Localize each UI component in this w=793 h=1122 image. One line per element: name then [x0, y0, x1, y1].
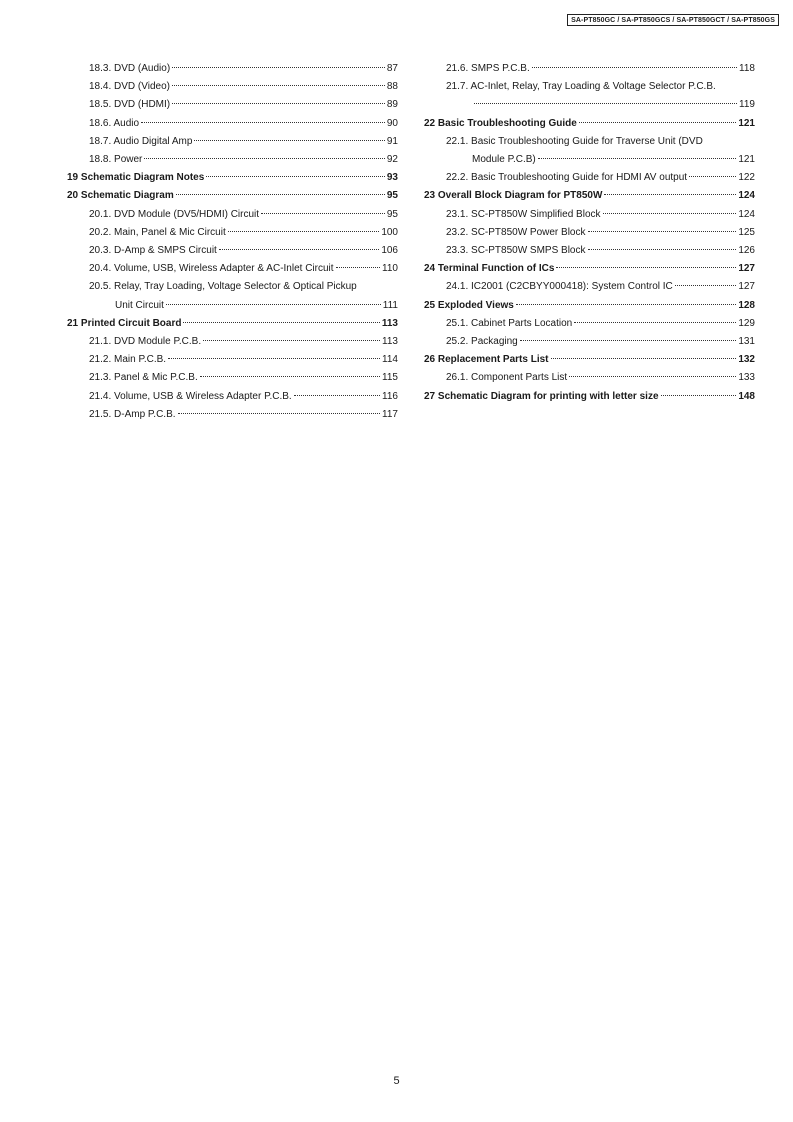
toc-entry[interactable] — [424, 260, 755, 278]
dot-leader — [172, 85, 385, 86]
toc-entry-label: 26 Replacement Parts List — [424, 354, 549, 366]
toc-entry-label: Unit Circuit — [115, 299, 164, 311]
toc-entry-label: 24.1. IC2001 (C2CBYY000418): System Control IC — [446, 281, 673, 293]
toc-entry-label: 20.2. Main, Panel & Mic Circuit — [89, 226, 226, 238]
toc-entry-page: 128 — [738, 299, 755, 311]
toc-entry[interactable] — [424, 206, 755, 224]
dot-leader — [532, 67, 737, 68]
toc-entry-page: 93 — [386, 172, 398, 184]
toc-entry-page: 113 — [382, 336, 398, 348]
dot-leader — [569, 376, 736, 377]
toc-entry[interactable] — [67, 187, 398, 205]
dot-leader — [336, 267, 381, 268]
toc-entry-label: 20.4. Volume, USB, Wireless Adapter & AC-Inlet Circuit — [89, 263, 334, 275]
dot-leader — [574, 322, 736, 323]
dot-leader — [604, 194, 736, 195]
toc-entry[interactable] — [67, 115, 398, 133]
toc-entry-label: 18.5. DVD (HDMI) — [89, 99, 171, 111]
toc-entry-label: 23.2. SC-PT850W Power Block — [446, 226, 586, 238]
toc-entry-page: 87 — [386, 63, 398, 74]
toc-entry-label: 25.2. Packaging — [446, 336, 518, 348]
toc-entry-label: 23.1. SC-PT850W Simplified Block — [446, 208, 601, 220]
toc-entry-label: 27 Schematic Diagram for printing with letter size — [424, 390, 659, 402]
dot-leader — [261, 213, 385, 214]
toc-entry[interactable] — [424, 115, 755, 133]
dot-leader — [294, 395, 380, 396]
toc-entry-label: 18.4. DVD (Video) — [89, 81, 170, 93]
toc-entry-label: 18.3. DVD (Audio) — [89, 63, 171, 74]
dot-leader — [166, 304, 381, 305]
toc-entry-page: 90 — [386, 117, 398, 129]
dot-leader — [183, 322, 379, 323]
dot-leader — [588, 231, 737, 232]
toc-entry[interactable] — [67, 96, 398, 114]
page-number: 5 — [393, 1075, 400, 1087]
dot-leader — [603, 213, 737, 214]
toc-entry-label: 23 Overall Block Diagram for PT850W — [424, 190, 603, 202]
dot-leader — [675, 285, 737, 286]
toc-entry[interactable] — [67, 133, 398, 151]
toc-entry-page: 132 — [738, 354, 755, 366]
toc-entry-page: 117 — [382, 408, 398, 420]
toc-entry[interactable] — [424, 151, 755, 169]
toc-entry-page: 119 — [739, 99, 755, 111]
toc-entry[interactable] — [424, 351, 755, 369]
dot-leader — [689, 176, 736, 177]
toc-entry-label: 22 Basic Troubleshooting Guide — [424, 117, 577, 129]
dot-leader — [579, 122, 737, 123]
toc-entry-page: 100 — [381, 226, 398, 238]
toc-entry-label: 24 Terminal Function of ICs — [424, 263, 555, 275]
toc-entry[interactable] — [67, 315, 398, 333]
toc-left-column — [67, 60, 398, 424]
toc-entry[interactable] — [67, 169, 398, 187]
toc-entry-page: 95 — [386, 190, 398, 202]
toc-entry-label: 18.8. Power — [89, 154, 143, 166]
toc-entry-page: 125 — [738, 226, 755, 238]
toc-entry-page: 122 — [738, 172, 755, 184]
toc-entry[interactable] — [67, 242, 398, 260]
dot-leader — [520, 340, 737, 341]
toc-entry-page: 127 — [738, 263, 755, 275]
toc-entry[interactable] — [67, 297, 398, 315]
toc-entry-page: 124 — [738, 190, 755, 202]
toc-entry-label: 26.1. Component Parts List — [446, 372, 568, 384]
toc-entry-label: 21 Printed Circuit Board — [67, 317, 182, 329]
toc-entry-page: 121 — [738, 154, 755, 166]
toc-entry[interactable] — [424, 96, 755, 114]
toc-entry-label: 21.1. DVD Module P.C.B. — [89, 336, 202, 348]
toc-entry-label[interactable]: 20.5. Relay, Tray Loading, Voltage Selector & Optical Pickup — [89, 281, 357, 293]
dot-leader — [551, 358, 737, 359]
toc-entry-page: 95 — [386, 208, 398, 220]
toc-entry[interactable] — [67, 369, 398, 387]
toc-entry-label: 22.2. Basic Troubleshooting Guide for HDMI AV output — [446, 172, 688, 184]
dot-leader — [203, 340, 380, 341]
toc-entry-page: 133 — [738, 372, 755, 384]
toc-entry-page: 115 — [382, 372, 398, 384]
toc-entry-page: 148 — [738, 390, 755, 402]
toc-entry-page: 116 — [382, 390, 398, 402]
toc-entry-page: 89 — [386, 99, 398, 111]
dot-leader — [516, 304, 736, 305]
dot-leader — [588, 249, 737, 250]
toc-entry[interactable] — [424, 224, 755, 242]
toc-entry-page: 124 — [738, 208, 755, 220]
toc-entry[interactable] — [424, 169, 755, 187]
toc-entry[interactable] — [67, 60, 398, 78]
toc-entry[interactable] — [424, 369, 755, 387]
toc-entry-label: 23.3. SC-PT850W SMPS Block — [446, 245, 586, 257]
toc-entry-label: Module P.C.B) — [472, 154, 536, 166]
toc-entry-page: 91 — [386, 135, 398, 147]
dot-leader — [168, 358, 380, 359]
toc-entry-page: 114 — [382, 354, 398, 366]
toc-entry[interactable] — [67, 351, 398, 369]
toc-entry-label: 20.3. D-Amp & SMPS Circuit — [89, 245, 217, 257]
toc-entry[interactable] — [424, 333, 755, 351]
model-header: SA-PT850GC / SA-PT850GCS / SA-PT850GCT / SA-PT850GS — [567, 14, 779, 26]
toc-entry[interactable] — [424, 60, 755, 78]
toc-right-column — [424, 60, 755, 406]
toc-entry[interactable] — [67, 406, 398, 424]
toc-entry-label: 20.1. DVD Module (DV5/HDMI) Circuit — [89, 208, 260, 220]
dot-leader — [178, 413, 381, 414]
toc-entry-page: 129 — [738, 317, 755, 329]
toc-entry-page: 121 — [738, 117, 755, 129]
toc-entry-label: 21.5. D-Amp P.C.B. — [89, 408, 176, 420]
toc-entry[interactable] — [67, 206, 398, 224]
toc-entry[interactable] — [424, 297, 755, 315]
dot-leader — [219, 249, 380, 250]
toc-entry-label: 18.7. Audio Digital Amp — [89, 135, 193, 147]
dot-leader — [474, 103, 737, 104]
toc-entry-label: 20 Schematic Diagram — [67, 190, 174, 202]
toc-entry[interactable] — [67, 388, 398, 406]
toc-entry-page: 110 — [382, 263, 398, 275]
dot-leader — [144, 158, 385, 159]
toc-entry-page: 88 — [386, 81, 398, 93]
toc-entry-label: 25.1. Cabinet Parts Location — [446, 317, 573, 329]
toc-entry-label: 21.2. Main P.C.B. — [89, 354, 167, 366]
toc-entry[interactable] — [67, 260, 398, 278]
toc-entry[interactable] — [67, 151, 398, 169]
toc-entry-label: 21.6. SMPS P.C.B. — [446, 63, 530, 74]
toc-entry-label: 21.4. Volume, USB & Wireless Adapter P.C.B. — [89, 390, 292, 402]
toc-entry[interactable] — [67, 333, 398, 351]
toc-entry-page: 127 — [738, 281, 755, 293]
toc-entry[interactable] — [424, 388, 755, 406]
dot-leader — [176, 194, 385, 195]
dot-leader — [194, 140, 384, 141]
toc-entry-label: 25 Exploded Views — [424, 299, 514, 311]
toc-entry[interactable] — [424, 278, 755, 296]
toc-entry-page: 106 — [381, 245, 398, 257]
toc-entry-label[interactable]: 22.1. Basic Troubleshooting Guide for Traverse Unit (DVD — [446, 135, 703, 147]
toc-entry[interactable] — [424, 242, 755, 260]
toc-entry-page: 131 — [738, 336, 755, 348]
toc-entry-page: 118 — [739, 63, 755, 74]
toc-entry-page: 92 — [386, 154, 398, 166]
toc-entry[interactable] — [424, 187, 755, 205]
dot-leader — [538, 158, 737, 159]
dot-leader — [141, 122, 385, 123]
toc-entry-label: 19 Schematic Diagram Notes — [67, 172, 205, 184]
toc-entry-page: 113 — [381, 317, 398, 329]
toc-entry-label: 18.6. Audio — [89, 117, 140, 129]
dot-leader — [172, 67, 385, 68]
toc-entry-label: 21.3. Panel & Mic P.C.B. — [89, 372, 198, 384]
toc-entry-page: 111 — [382, 299, 398, 311]
dot-leader — [556, 267, 736, 268]
dot-leader — [172, 103, 385, 104]
dot-leader — [200, 376, 380, 377]
dot-leader — [228, 231, 380, 232]
toc-entry[interactable] — [67, 224, 398, 242]
dot-leader — [661, 395, 737, 396]
toc-entry[interactable] — [67, 78, 398, 96]
dot-leader — [206, 176, 385, 177]
toc-entry-label[interactable]: 21.7. AC-Inlet, Relay, Tray Loading & Voltage Selector P.C.B. — [446, 81, 716, 93]
toc-entry[interactable] — [424, 315, 755, 333]
toc-entry-page: 126 — [738, 245, 755, 257]
